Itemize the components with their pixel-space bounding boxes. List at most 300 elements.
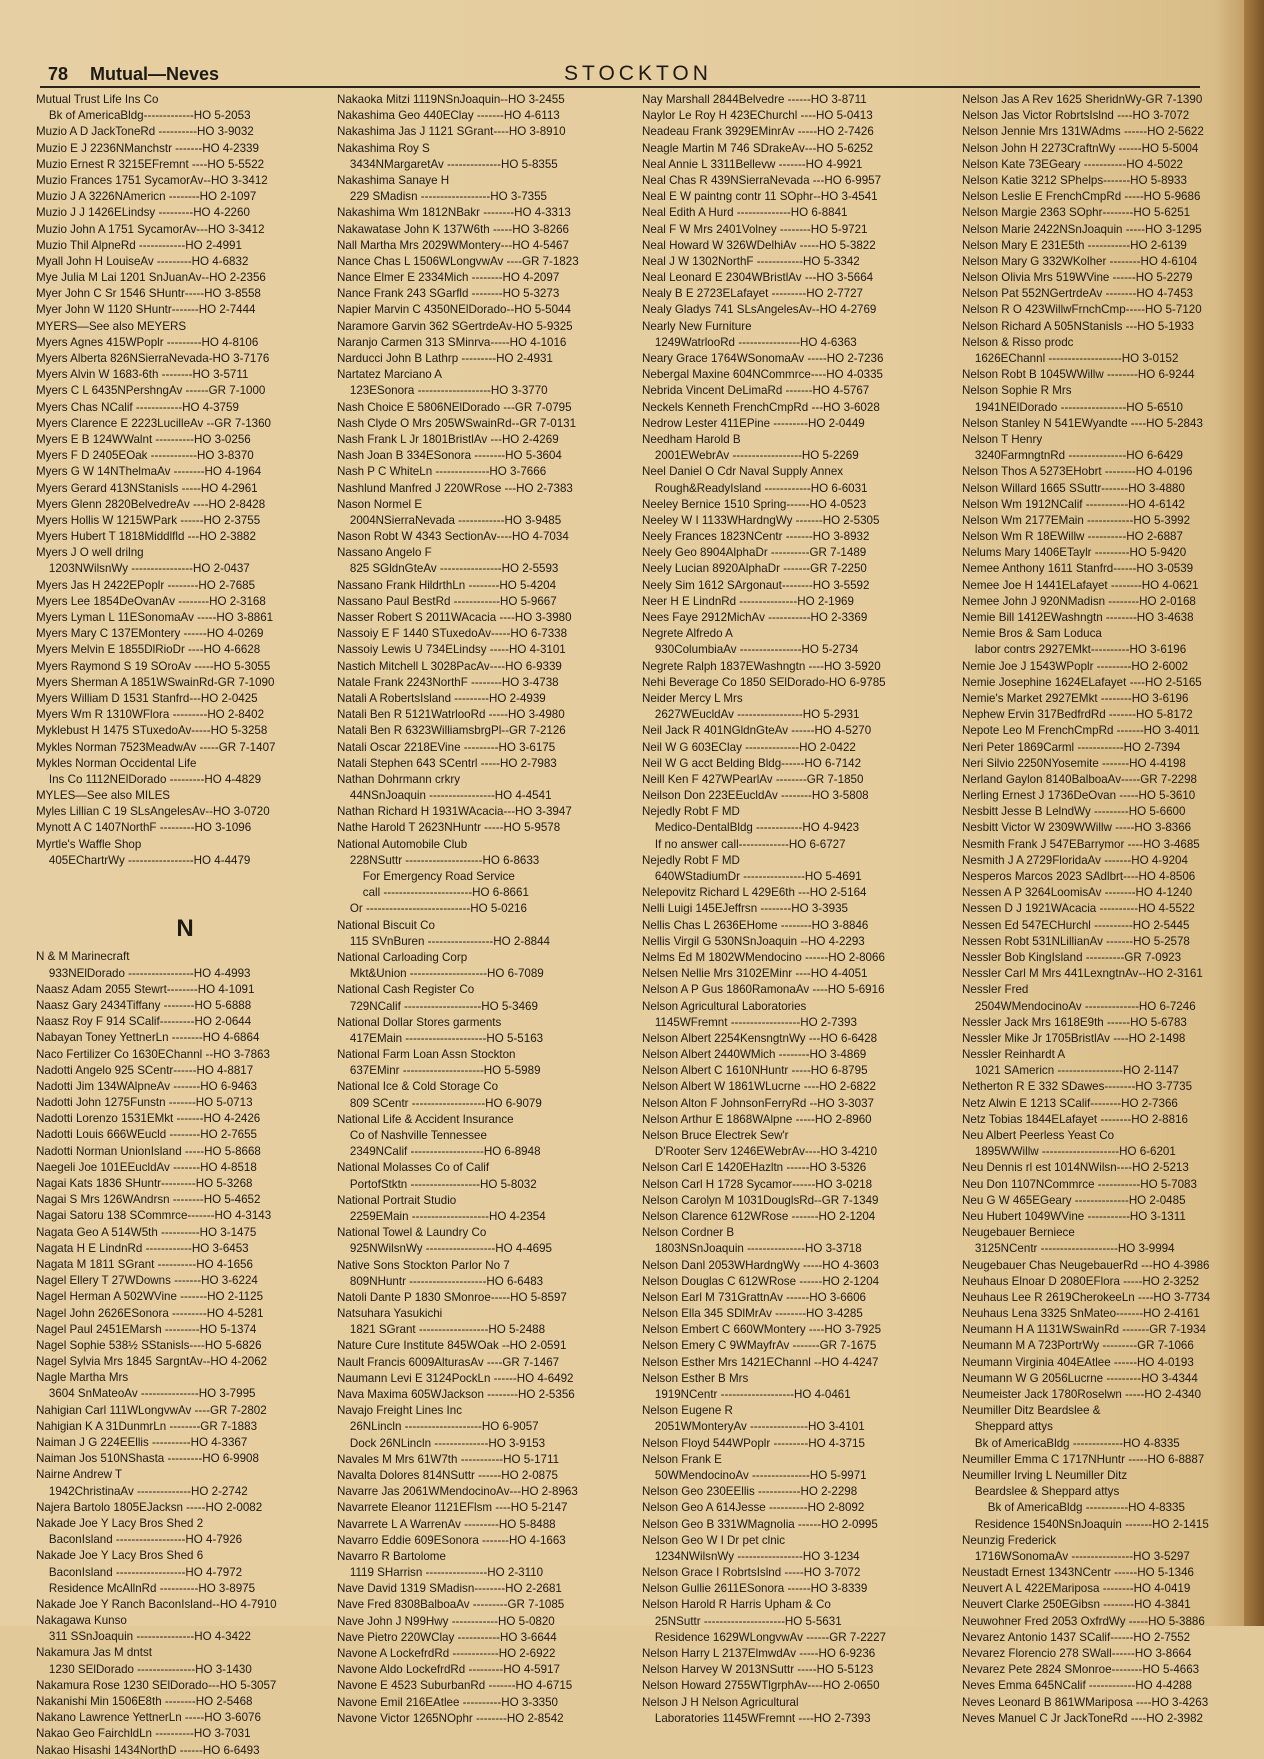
listing-line: Nejedly Robt F MD (642, 805, 740, 819)
listing-line: Natale Frank 2243NorthF --------HO 3-4738 (337, 675, 559, 689)
listing-line: Nearly New Furniture (642, 319, 752, 333)
listing-line: Neal Chas R 439NSierraNevada ---HO 6-9957 (642, 173, 882, 187)
listing-line: Nelms Ed M 1802WMendocino ------HO 2-8066 (642, 950, 885, 964)
listing-line: Navone Victor 1265NOphr --------HO 2-8542 (337, 1711, 564, 1725)
spacer (36, 885, 334, 901)
listing-line: Nash P C WhiteLn --------------HO 3-7666 (337, 465, 547, 479)
listing-line: Nelson Jas A Rev 1625 SheridnWy-GR 7-1390 (962, 93, 1203, 106)
listing-line: Nessler Fred (962, 983, 1029, 997)
listing-line: Neely Frances 1823NCentr -------HO 3-8932 (642, 530, 870, 544)
listing-line: Nemie Bill 1412EWashngtn --------HO 3-4638 (962, 611, 1194, 624)
listing-line: Nelson Danl 2053WHardngWy -----HO 4-3603 (642, 1258, 880, 1272)
listing-line: Natali Oscar 2218EVine ---------HO 3-6175 (337, 740, 556, 754)
listing-line: Naiman J G 224EEllis ----------HO 4-3367 (36, 1436, 248, 1449)
listing-line: Nelson Thos A 5273EHobrt --------HO 4-0196 (962, 465, 1193, 479)
listing-line: 3434NMargaretAv --------------HO 5-8355 (337, 157, 558, 171)
listing-line: Nelson Robt B 1045WWillw --------HO 6-9244 (962, 368, 1195, 382)
listing-line: Neer H E LindnRd ---------------HO 2-1969 (642, 594, 854, 608)
listing-line: Nave Fred 8308BalboaAv ---------GR 7-1085 (337, 1598, 565, 1612)
listing-line: 2259EMain --------------------HO 4-2354 (337, 1209, 546, 1223)
listing-line: Nelson Leslie E FrenchCmpRd -----HO 5-9686 (962, 190, 1201, 204)
listing-line: Nash Choice E 5806NElDorado ---GR 7-0795 (337, 400, 572, 414)
listing-line: Nakao Hisashi 1434NorthD ------HO 6-6493 (36, 1743, 260, 1757)
listing-line: Neuvert A L 422EMariposa --------HO 4-0419 (962, 1582, 1191, 1596)
listing-line: Nelson Bruce Electrek Sew'r (642, 1129, 789, 1142)
listing-line: 2004NSierraNevada ------------HO 3-9485 (337, 513, 562, 527)
listing-line: Naegeli Joe 101EEucldAv -------HO 4-8518 (36, 1160, 257, 1174)
listing-line: Nakano Lawrence YettnerLn -----HO 3-6076 (36, 1711, 261, 1725)
listing-line: 1021 SAmericn -----------------HO 2-1147 (962, 1064, 1179, 1078)
listing-line: Nelson Agricultural Laboratories (642, 999, 807, 1013)
listing-line: Nellis Virgil G 530NSnJoaquin --HO 4-2293 (642, 934, 865, 948)
listing-line: Beardslee & Sheppard attys (962, 1485, 1120, 1499)
listing-line: 123ESonora -------------------HO 3-3770 (337, 384, 548, 398)
listing-line: Neel Daniel O Cdr Naval Supply Annex (642, 465, 844, 479)
listing-line: Nagel Ellery T 27WDowns -------HO 3-6224 (36, 1274, 258, 1288)
listing-line: Navales M Mrs 61W7th -----------HO 5-1711 (337, 1452, 560, 1466)
listing-line: Nelson Gullie 2611ESonora ------HO 3-8339 (642, 1582, 868, 1596)
listing-line: Natali A RobertsIsland ---------HO 2-4939 (337, 691, 546, 705)
listing-line: Negrete Alfredo A (642, 627, 733, 641)
listing-line: Nagle Martha Mrs (36, 1371, 129, 1385)
listing-line: Neal Howard W 326WDelhiAv -----HO 5-3822 (642, 238, 876, 252)
listing-line: Nakashima Jas J 1121 SGrant----HO 3-8910 (337, 125, 566, 139)
listing-line: 417EMain ---------------------HO 5-5163 (337, 1031, 544, 1045)
listing-line: Muzio A D JackToneRd ----------HO 3-9032 (36, 125, 254, 139)
listing-line: Myers William D 1531 Stanfrd---HO 2-0425 (36, 691, 258, 705)
listing-line: 2504WMendocinoAv --------------HO 6-7246 (962, 999, 1196, 1013)
listing-line: Nelson Clarence 612WRose -------HO 2-1204 (642, 1209, 876, 1223)
listing-line: 809NHuntr --------------------HO 6-6483 (337, 1274, 544, 1288)
listing-line: 1941NElDorado -----------------HO 5-6510 (962, 400, 1183, 414)
listing-line: Naranjo Carmen 313 SMinrva-----HO 4-1016 (337, 335, 567, 349)
listing-line: Neves Manuel C Jr JackToneRd ----HO 2-3982 (962, 1711, 1203, 1725)
listing-line: Naasz Adam 2055 Stewrt--------HO 4-1091 (36, 982, 255, 996)
listing-line: Nessler Bob KingIsland ----------GR 7-0923 (962, 950, 1182, 964)
listing-line: Nave David 1319 SMadisn--------HO 2-2681 (337, 1582, 562, 1596)
listing-line: call -----------------------HO 6-8661 (337, 886, 529, 900)
listing-line: Navalta Dolores 814NSuttr ------HO 2-0875 (337, 1468, 559, 1482)
listing-line: Myers Sherman A 1851WSwainRd-GR 7-1090 (36, 675, 275, 689)
listing-line: Nelson Pat 552NGertrdeAv --------HO 4-7453 (962, 287, 1194, 301)
listing-line: Nason Robt W 4343 SectionAv----HO 4-7034 (337, 530, 569, 544)
listing-line: Nedrow Lester 411EPine ---------HO 2-0449 (642, 416, 865, 430)
listing-line: Nance Chas L 1506WLongvwAv ----GR 7-1823 (337, 254, 579, 268)
listing-line: Nelson Katie 3212 SPhelps-------HO 5-8933 (962, 173, 1187, 187)
listing-line: Netz Alwin E 1213 SCalif--------HO 2-7366 (962, 1096, 1178, 1110)
listing-line: National Molasses Co of Calif (337, 1161, 490, 1175)
listing-line: Nephew Ervin 317BedfrdRd -------HO 5-8172 (962, 708, 1193, 722)
listing-line: Nelson Albert C 1610NHuntr -----HO 6-8795 (642, 1064, 868, 1078)
listing-line: BaconIsland ------------------HO 4-7926 (36, 1533, 243, 1547)
listing-line: Nevarez Pete 2824 SMonroe--------HO 5-4663 (962, 1663, 1200, 1677)
listing-line: National Biscuit Co (337, 918, 435, 932)
listing-line: Nadotti Louis 666WEucld --------HO 2-7655 (36, 1128, 258, 1142)
listing-line: Nelepovitz Richard L 429E6th ---HO 2-5164 (642, 886, 867, 900)
listing-line: 228NSuttr --------------------HO 6-8633 (337, 853, 540, 867)
spacer (36, 869, 334, 885)
listing-line: Nees Faye 2912MichAv -----------HO 2-3369 (642, 611, 868, 624)
listing-line: Nagel Herman A 502WVine -------HO 2-1125 (36, 1290, 264, 1304)
listing-line: Neuvert Clarke 250EGibsn --------HO 4-3841 (962, 1598, 1191, 1612)
listing-line: Nelson Harvey W 2013NSuttr -----HO 5-5123 (642, 1663, 874, 1677)
listing-line: Myers Lyman L 11ESonomaAv -----HO 3-8861 (36, 611, 274, 624)
listing-line: Nason Normel E (337, 497, 423, 511)
listing-line: 1803NSnJoaquin ---------------HO 3-3718 (642, 1242, 862, 1256)
listing-line: 925NWilsnWy ------------------HO 4-4695 (337, 1242, 553, 1256)
listing-line: N & M Marinecraft (36, 950, 130, 964)
listing-line: Nelums Mary 1406ETaylr ---------HO 5-9420 (962, 546, 1187, 560)
listing-line: Nelson Kate 73EGeary -----------HO 4-5022 (962, 157, 1183, 171)
listing-line: Nelson Esther Mrs 1421EChannl --HO 4-4247 (642, 1355, 879, 1369)
listing-line: Navone Emil 216EAtlee ----------HO 3-3350 (337, 1695, 558, 1709)
listing-line: 1234NWilsnWy -----------------HO 3-1234 (642, 1549, 860, 1563)
listing-line: Myer John W 1120 SHuntr-------HO 2-7444 (36, 303, 256, 317)
listing-line: Nejedly Robt F MD (642, 853, 740, 867)
listing-line: Nepote Leo M FrenchCmpRd -------HO 3-4011 (962, 724, 1200, 738)
listing-line: 3604 SnMateoAv ---------------HO 3-7995 (36, 1387, 256, 1401)
listing-line: 1249WatrlooRd ----------------HO 4-6363 (642, 335, 857, 349)
listing-line: Nelson R O 423WillwFrnchCmp-----HO 5-7120 (962, 303, 1202, 317)
listing-line: Neunzig Frederick (962, 1533, 1057, 1547)
listing-line: Navone Aldo LockefrdRd ---------HO 4-5917 (337, 1663, 560, 1677)
listing-line: Nesperos Marcos 2023 SAdlbrt----HO 4-8506 (962, 870, 1196, 883)
listing-line: Navarro R Bartolome (337, 1549, 446, 1563)
binding-edge (1244, 0, 1264, 1626)
directory-column-1 (36, 92, 334, 1759)
listing-line: Neal Annie L 3311Bellevw -------HO 4-9921 (642, 157, 863, 171)
listing-line: Myers Alvin W 1683-6th --------HO 3-5711 (36, 368, 249, 382)
listing-line: Nealy B E 2723ELafayet ---------HO 2-7727 (642, 287, 864, 301)
listing-line: If no answer call-------------HO 6-6727 (642, 837, 846, 851)
listing-line: Nakade Joe Y Lacy Bros Shed 2 (36, 1516, 204, 1530)
listing-line: Nagata Geo A 514W5th ----------HO 3-1475 (36, 1225, 257, 1239)
listing-line: Nelson Howard 2755WTlgrphAv----HO 2-0650 (642, 1679, 880, 1693)
listing-line: 311 SSnJoaquin ---------------HO 4-3422 (36, 1630, 251, 1644)
listing-line: Nash Frank L Jr 1801BristlAv ---HO 2-4269 (337, 432, 559, 446)
listing-line: Nashlund Manfred J 220WRose ---HO 2-7383 (337, 481, 573, 495)
listing-line: Myklebust H 1475 STuxedoAv-----HO 5-3258 (36, 724, 268, 738)
listing-line: Nerland Gaylon 8140BalboaAv-----GR 7-2298 (962, 772, 1198, 786)
listing-line: Mye Julia M Lai 1201 SnJuanAv--HO 2-2356 (36, 271, 266, 285)
listing-line: Nelson Floyd 544WPoplr ---------HO 4-3715 (642, 1436, 865, 1450)
listing-line: Nelson Arthur E 1868WAlpne -----HO 2-8960 (642, 1112, 872, 1126)
listing-line: Navone E 4523 SuburbanRd -------HO 4-6715 (337, 1679, 573, 1693)
listing-line: Myers Chas NCalif ------------HO 4-3759 (36, 400, 239, 414)
listing-line: Nall Martha Mrs 2029WMontery---HO 4-5467 (337, 238, 569, 252)
listing-line: Neri Silvio 2250NYosemite -------HO 4-4198 (962, 756, 1186, 770)
listing-line: Nagata H E LindnRd ------------HO 3-6453 (36, 1241, 249, 1255)
listing-line: PortofStktn ------------------HO 5-8032 (337, 1177, 537, 1191)
listing-line: Nelson A P Gus 1860RamonaAv ----HO 5-6916 (642, 983, 885, 997)
listing-line: Nassoiy E F 1440 STuxedoAv-----HO 6-7338 (337, 627, 568, 641)
listing-line: Medico-DentalBldg ------------HO 4-9423 (642, 821, 860, 835)
listing-line: National Farm Loan Assn Stockton (337, 1048, 516, 1062)
listing-line: Neil W G acct Belding Bldg------HO 6-7142 (642, 756, 862, 770)
listing-line: Nathan Dohrmann crkry (337, 772, 461, 786)
listing-line: Nartatez Marciano A (337, 368, 443, 382)
page-range: Mutual—Neves (90, 64, 220, 84)
listing-line: Mutual Trust Life Ins Co (36, 93, 159, 106)
listing-line: Nelson Albert W 1861WLucrne ----HO 2-6822 (642, 1080, 876, 1094)
listing-line: Natoli Dante P 1830 SMonroe-----HO 5-8597 (337, 1290, 567, 1304)
listing-line: Nelson T Henry (962, 432, 1043, 446)
listing-line: Myers Clarence E 2223LucilleAv --GR 7-1360 (36, 416, 271, 430)
listing-line: Natali Stephen 643 SCentrl -----HO 2-7983 (337, 756, 557, 770)
listing-line: Neagle Martin M 746 SDrakeAv---HO 5-6252 (642, 141, 874, 155)
listing-line: Nay Marshall 2844Belvedre ------HO 3-8711 (642, 93, 867, 106)
listing-line: Nadotti Norman UnionIsland -----HO 5-8668 (36, 1144, 261, 1158)
listing-line: Myers J O well drilng (36, 546, 144, 560)
listing-line: Nesbitt Victor W 2309WWillw -----HO 3-8366 (962, 821, 1192, 835)
listing-line: Nevarez Antonio 1437 SCalif------HO 2-7552 (962, 1630, 1191, 1644)
listing-line: 1145WFremnt ------------------HO 2-7393 (642, 1015, 857, 1029)
listing-line: Naramore Garvin 362 SGertrdeAv-HO 5-9325 (337, 319, 573, 333)
listing-line: Mykles Norman 7523MeadwAv -----GR 7-1407 (36, 740, 276, 754)
listing-line: 809 SCentr -------------------HO 6-9079 (337, 1096, 542, 1110)
listing-line: Nessen A P 3264LoomisAv --------HO 4-1240 (962, 886, 1193, 900)
listing-line: 2051WMonteryAv ---------------HO 3-4101 (642, 1420, 865, 1434)
listing-line: Bk of AmericaBldg -------------HO 4-8335 (962, 1436, 1180, 1450)
listing-line: BaconIsland ------------------HO 4-7972 (36, 1565, 243, 1579)
listing-line: Nagel Paul 2451EMarsh ---------HO 5-1374 (36, 1322, 257, 1336)
listing-line: Nahigian Carl 111WLongvwAv ----GR 7-2802 (36, 1403, 267, 1417)
listing-line: Nelson Wm R 18EWillw ----------HO 2-6887 (962, 530, 1183, 544)
listing-line: Myall John H LouiseAv ---------HO 4-6832 (36, 254, 249, 268)
listing-line: Neuhaus Elnoar D 2080EFlora -----HO 2-3252 (962, 1274, 1200, 1288)
listing-line: Rough&ReadyIsland ------------HO 6-6031 (642, 481, 868, 495)
listing-line: Nassoiy Lewis U 734ELindsy -----HO 4-3101 (337, 643, 566, 657)
listing-line: Nemee John J 920NMadisn --------HO 2-0168 (962, 594, 1196, 608)
listing-line: Neeley Bernice 1510 Spring------HO 4-0523 (642, 497, 867, 511)
listing-line: Myers Lee 1854DeOvanAv --------HO 2-3168 (36, 594, 266, 608)
listing-line: Nance Frank 243 SGarfld --------HO 5-3273 (337, 287, 560, 301)
listing-line: Neumann H A 1131WSwainRd -------GR 7-1934 (962, 1323, 1206, 1337)
listing-line: labor contrs 2927EMkt----------HO 3-6196 (962, 643, 1187, 657)
listing-line: Myers Jas H 2422EPoplr --------HO 2-7685 (36, 578, 256, 592)
listing-line: Nellis Chas L 2636EHome --------HO 3-8846 (642, 918, 869, 932)
listing-line: 1919NCentr -------------------HO 4-0461 (642, 1388, 851, 1401)
listing-line: Nelson Earl M 731GrattnAv ------HO 3-6606 (642, 1290, 867, 1304)
listing-line: Muzio Thil AlpneRd ------------HO 2-4991 (36, 238, 242, 252)
listing-line: Nelson Alton F JohnsonFerryRd --HO 3-3037 (642, 1096, 874, 1110)
listing-line: Neckels Kenneth FrenchCmpRd ---HO 3-6028 (642, 400, 880, 414)
listing-line: Neilson Don 223EEucldAv --------HO 3-5808 (642, 789, 869, 803)
listing-line: Nagai Satoru 138 SCommrce-------HO 4-3143 (36, 1209, 272, 1223)
listing-line: Nelson Mary G 332WKolher --------HO 4-6104 (962, 254, 1198, 268)
listing-line: Nelson Geo B 331WMagnolia ------HO 2-0995 (642, 1517, 878, 1531)
listing-line: Nelson Emery C 9WMayfrAv -------GR 7-1675 (642, 1339, 877, 1353)
listing-line: Nebergal Maxine 604NCommrce----HO 4-0335 (642, 368, 883, 382)
listing-line: Nelson Wm 1912NCalif -----------HO 4-6142 (962, 497, 1185, 511)
listing-line: Neeley W I 1133WHardngWy -------HO 2-5305 (642, 513, 880, 527)
listing-line: 1203NWilsnWy ----------------HO 2-0437 (36, 562, 250, 576)
listing-line: Neumeister Jack 1780Roselwn -----HO 2-4340 (962, 1388, 1202, 1401)
listing-line: Nemie's Market 2927EMkt --------HO 3-6196 (962, 691, 1189, 705)
listing-line: D'Rooter Serv 1246EWebrAv----HO 3-4210 (642, 1145, 878, 1159)
listing-line: Nagata M 1811 SGrant ----------HO 4-1656 (36, 1257, 253, 1271)
listing-line: Nakamura Rose 1230 SElDorado---HO 5-3057 (36, 1678, 277, 1692)
section-letter: N (176, 915, 194, 943)
listing-line: Navajo Freight Lines Inc (337, 1404, 463, 1418)
listing-line: 1119 SHarrisn ----------------HO 2-3110 (337, 1566, 544, 1580)
listing-line: Natali Ben R 6323WilliamsbrgPl--GR 7-2126 (337, 724, 566, 738)
listing-line: Neuhaus Lee R 2619CherokeeLn ----HO 3-7734 (962, 1290, 1211, 1304)
listing-line: Nelson Wm 2177EMain ------------HO 5-3992 (962, 513, 1191, 527)
listing-line: 1895WWillw --------------------HO 6-6201 (962, 1145, 1176, 1159)
listing-line: Navarrete L A WarrenAv ---------HO 5-8488 (337, 1517, 556, 1531)
listing-line: Nave Pietro 220WClay -----------HO 3-6644 (337, 1630, 557, 1644)
listing-line: Nessler Jack Mrs 1618E9th ------HO 5-6783 (962, 1015, 1187, 1029)
listing-line: Natsuhara Yasukichi (337, 1307, 443, 1321)
listing-line: Nance Elmer E 2334Mich --------HO 4-2097 (337, 271, 560, 285)
listing-line: Nakashima Geo 440EClay -------HO 4-6113 (337, 109, 560, 123)
listing-line: National Ice & Cold Storage Co (337, 1080, 499, 1094)
listing-line: National Automobile Club (337, 837, 468, 851)
listing-line: Nessler Reinhardt A (962, 1048, 1066, 1062)
listing-line: Nealy Gladys 741 SLsAngelesAv--HO 4-2769 (642, 303, 877, 317)
listing-line: Nahigian K A 31DunmrLn --------GR 7-1883 (36, 1419, 258, 1433)
listing-line: Netz Tobias 1844ELafayet --------HO 2-8816 (962, 1112, 1188, 1126)
listing-line: Residence 1540NSnJoaquin -------HO 2-1415 (962, 1517, 1209, 1531)
listing-line: Myers C L 6435NPershngAv ------GR 7-1000 (36, 384, 266, 398)
listing-line: Nassano Angelo F (337, 546, 432, 560)
listing-line: Myers Glenn 2820BelvedreAv ----HO 2-8428 (36, 497, 266, 511)
listing-line: Nairne Andrew T (36, 1468, 123, 1482)
listing-line: Nelson Jennie Mrs 131WAdms ------HO 2-5622 (962, 125, 1204, 139)
directory-column-2 (337, 92, 635, 1727)
listing-line: Muzio Ernest R 3215EFremnt ----HO 5-5522 (36, 157, 265, 171)
listing-line: Myers Melvin E 1855DlRioDr ----HO 4-6628 (36, 643, 261, 657)
listing-line: Nelson Harold R Harris Upham & Co (642, 1598, 831, 1612)
listing-line: Neill Ken F 427WPearlAv --------GR 7-1850 (642, 772, 864, 786)
listing-line: Nature Cure Institute 845WOak --HO 2-0591 (337, 1339, 567, 1353)
listing-line: Nelson Albert 2254KensngtnWy ---HO 6-6428 (642, 1031, 878, 1045)
listing-line: Nadotti Jim 134WAlpneAv -------HO 6-9463 (36, 1079, 257, 1093)
listing-line: Nebrida Vincent DeLimaRd -------HO 4-5767 (642, 384, 870, 398)
listing-line: 637EMinr ---------------------HO 5-5989 (337, 1064, 541, 1078)
listing-line: Nava Maxima 605WJackson --------HO 2-5356 (337, 1388, 575, 1401)
listing-line: Laboratories 1145WFremnt ----HO 2-7393 (642, 1711, 871, 1725)
listing-line: Neumiller Emma C 1717NHuntr -----HO 6-8887 (962, 1452, 1205, 1466)
listing-line: Nelson Willard 1665 SSuttr-------HO 3-4880 (962, 481, 1185, 495)
listing-line: Bk of AmericaBldg -----------HO 4-8335 (962, 1501, 1185, 1515)
listing-line: Nelson Sophie R Mrs (962, 384, 1072, 398)
listing-line: Nelson Margie 2363 SOphr--------HO 5-6251 (962, 206, 1191, 220)
listing-line: Nakashima Sanaye H (337, 173, 450, 187)
listing-line: 405EChartrWy -----------------HO 4-4479 (36, 853, 251, 867)
listing-line: 115 SVnBuren -----------------HO 2-8844 (337, 934, 551, 948)
listing-line: Neumiller Ditz Beardslee & (962, 1404, 1101, 1418)
listing-line: Muzio E J 2236NManchstr -------HO 4-2339 (36, 141, 259, 155)
listing-line: Naasz Gary 2434Tiffany --------HO 5-6888 (36, 998, 252, 1012)
listing-line: Neri Peter 1869Carml ------------HO 2-7394 (962, 740, 1181, 754)
listing-line: Nemie Joe J 1543WPoplr ---------HO 2-6002 (962, 659, 1189, 673)
listing-line: Nemie Bros & Sam Loduca (962, 627, 1102, 641)
listing-line: Nerling Ernest J 1736DeOvan -----HO 5-3610 (962, 789, 1196, 803)
listing-line: Muzio J A 3226NAmericn --------HO 2-1097 (36, 190, 257, 204)
listing-line: Nelson Geo A 614Jesse ----------HO 2-8092 (642, 1501, 865, 1515)
listing-line: Neumann W G 2056Lucrne ---------HO 3-4344 (962, 1371, 1198, 1385)
listing-line: 25NSuttr ---------------------HO 5-5631 (642, 1614, 842, 1628)
listing-line: Ins Co 1112NElDorado ---------HO 4-4829 (36, 772, 262, 786)
listing-line: 1821 SGrant ------------------HO 5-2488 (337, 1323, 546, 1337)
listing-line: Nakawatase John K 137W6th -----HO 3-8266 (337, 222, 569, 236)
listing-line: 2627WEucldAv -----------------HO 5-2931 (642, 708, 860, 722)
listing-line: Neal J W 1302NorthF ------------HO 5-3342 (642, 254, 860, 268)
listing-line: Co of Nashville Tennessee (337, 1129, 487, 1142)
listing-line: Neu Hubert 1049WVine -----------HO 3-1311 (962, 1209, 1186, 1223)
listing-line: Bk of AmericaBldg-------------HO 5-2053 (36, 109, 251, 123)
listing-line: 933NElDorado -----------------HO 4-4993 (36, 966, 251, 980)
directory-column-4 (962, 92, 1244, 1727)
listing-line: 44NSnJoaquin -----------------HO 4-4541 (337, 789, 552, 803)
listing-line: MYLES—See also MILES (36, 789, 171, 803)
listing-line: 3125NCentr --------------------HO 3-9994 (962, 1242, 1175, 1256)
listing-line: Muzio John A 1751 SycamorAv---HO 3-3412 (36, 222, 265, 236)
listing-line: Nelson Mary E 231E5th -----------HO 2-6139 (962, 238, 1187, 252)
listing-line: Myer John C Sr 1546 SHuntr-----HO 3-8558 (36, 287, 261, 301)
listing-line: Nessler Carl M Mrs 441LexngtnAv--HO 2-3161 (962, 967, 1203, 981)
listing-line: Nash Clyde O Mrs 205WSwainRd--GR 7-0131 (337, 416, 577, 430)
listing-line: Neider Mercy L Mrs (642, 691, 743, 705)
listing-line: Neely Lucian 8920AlphaDr -------GR 7-2250 (642, 562, 867, 576)
listing-line: Neugebauer Chas NeugebauerRd ---HO 4-3986 (962, 1258, 1210, 1272)
listing-line: Neu Dennis rl est 1014NWilsn----HO 2-5213 (962, 1161, 1189, 1175)
listing-line: Nessen Ed 547ECHurchl ----------HO 2-5445 (962, 918, 1190, 932)
listing-line: National Cash Register Co (337, 983, 475, 997)
listing-line: Neadeau Frank 3929EMinrAv -----HO 2-7426 (642, 125, 874, 139)
listing-line: Nave John J N99Hwy ------------HO 5-0820 (337, 1614, 555, 1628)
listing-line: Naiman Jos 510NShasta ---------HO 6-9908 (36, 1452, 259, 1466)
listing-line: Neuwohner Fred 2053 OxfrdWy -----HO 5-3886 (962, 1614, 1205, 1628)
listing-line: Neal Edith A Hurd --------------HO 6-8841 (642, 206, 848, 220)
listing-line: 825 SGldnGteAv ----------------HO 2-5593 (337, 562, 559, 576)
listing-line: 2001EWebrAv ------------------HO 5-2269 (642, 449, 859, 463)
listing-line: Nelson Albert 2440WMich --------HO 3-4869 (642, 1048, 867, 1062)
page-number: 78 (48, 64, 69, 84)
listing-line: Myers G W 14NThelmaAv --------HO 4-1964 (36, 465, 262, 479)
listing-line: Neu Albert Peerless Yeast Co (962, 1129, 1115, 1142)
listing-line: Nakaoka Mitzi 1119NSnJoaquin--HO 3-2455 (337, 93, 565, 106)
listing-line: Mynott A C 1407NorthF ---------HO 3-1096 (36, 821, 252, 835)
listing-line: Nasser Robert S 2011WAcacia ----HO 3-3980 (337, 611, 572, 624)
listing-line: Residence 1629WLongvwAv ------GR 7-2227 (642, 1630, 887, 1644)
directory-column-3 (642, 92, 940, 1727)
listing-line: Nassano Frank HildrthLn --------HO 5-4204 (337, 578, 557, 592)
listing-line: Nelson John H 2273CraftnWy ------HO 5-5004 (962, 141, 1199, 155)
listing-line: Nevarez Florencio 278 SWall------HO 3-8664 (962, 1647, 1192, 1660)
listing-line: Myers Wm R 1310WFlora ---------HO 2-8402 (36, 708, 265, 722)
listing-line: 640WStadiumDr ----------------HO 5-4691 (642, 870, 862, 883)
listing-line: Naylor Le Roy H 423EChurchl ----HO 5-0413 (642, 109, 873, 123)
listing-line: Nault Francis 6009AlturasAv ----GR 7-1467 (337, 1355, 560, 1369)
listing-line: Neu Don 1107NCommrce -----------HO 5-7083 (962, 1177, 1197, 1191)
listing-line: Nelson Geo W I Dr pet clnic (642, 1533, 786, 1547)
listing-line: Negrete Ralph 1837EWashngtn ----HO 3-5920 (642, 659, 881, 673)
listing-line: Nakade Joe Y Ranch BaconIsland--HO 4-7910 (36, 1597, 277, 1611)
listing-line: Nelson Carolyn M 1031DouglsRd--GR 7-1349 (642, 1193, 879, 1207)
listing-line: 229 SMadisn ------------------HO 3-7355 (337, 190, 547, 204)
listing-line: National Towel & Laundry Co (337, 1226, 487, 1240)
listing-line: Navarre Jas 2061WMendocinoAv---HO 2-8963 (337, 1485, 578, 1499)
listing-line: Nelson Cordner B (642, 1226, 735, 1240)
listing-line: National Dollar Stores garments (337, 1015, 502, 1029)
listing-line: Neary Grace 1764WSonomaAv -----HO 2-7236 (642, 352, 884, 365)
listing-line: Myers Mary C 137EMontery ------HO 4-0269 (36, 627, 264, 641)
listing-line: Nehi Beverage Co 1850 SElDorado-HO 6-9785 (642, 675, 886, 689)
listing-line: Nassano Paul BestRd ------------HO 5-9667 (337, 594, 557, 608)
